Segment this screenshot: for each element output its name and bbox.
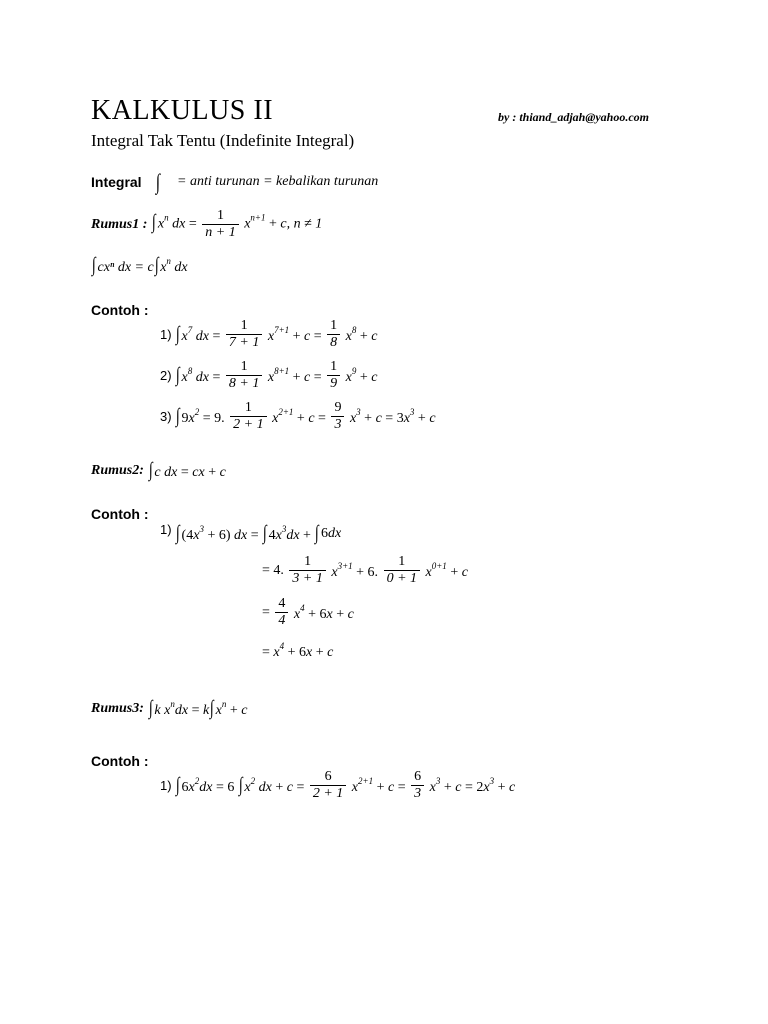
rumus3-label: Rumus3: <box>91 700 144 716</box>
example-1-3: 3) ∫ $9x^2 = 9$. $\frac{1}{2 + 1}$ $x^{2+1} + c$ = $\frac{9}{3}$ $x^3 + c = 3x^3 + c$ <box>160 400 436 432</box>
example-2-line-1: 1) ∫ $(4x^3 + 6)$ dx = ∫ $4x^3dx$ + ∫ 6dx <box>160 522 342 544</box>
rumus1-label: Rumus1 : <box>91 216 148 232</box>
page-title: KALKULUS II <box>91 95 274 126</box>
rumus1-constant-rule: ∫ cxⁿ dx = c∫ $x^n$ dx <box>91 254 188 276</box>
rumus3-row: Rumus3: ∫ k $x^ndx = k\int$ $x^n + c$ <box>91 697 248 719</box>
integral-label: Integral <box>91 174 142 190</box>
contoh-label-3: Contoh : <box>91 753 149 769</box>
rumus2-label: Rumus2: <box>91 462 144 478</box>
example-3-1: 1) ∫ $6x^2dx = 6$ ∫ $x^2$ dx + c = $\frac{6}{2 + 1}$ $x^{2+1} + c$ = $\frac{6}{3}$ $x^3 + c = 2x^3 + c$ <box>160 769 516 801</box>
example-2-line-4: = $x^4 + 6x + c$ <box>262 641 334 660</box>
author-byline: by : thiand_adjah@yahoo.com <box>498 110 649 124</box>
rumus1-fraction: $\frac{1}{n + 1}$ <box>202 208 238 241</box>
example-2-line-3: = $\frac{4}{4}$ $x^4 + 6x + c$ <box>262 596 354 628</box>
example-1-2: 2) ∫ $x^8$ dx = $\frac{1}{8 + 1}$ $x^{8+1} + c$ = $\frac{1}{9}$ $x^9 + c$ <box>160 359 378 391</box>
example-2-line-2: = 4. $\frac{1}{3 + 1}$ $x^{3+1} + 6$. $\frac{1}{0 + 1}$ $x^{0+1} + c$ <box>262 554 468 586</box>
integral-definition: = anti turunan = kebalikan turunan <box>177 174 379 189</box>
rumus1-row <box>91 208 322 241</box>
contoh-label-2: Contoh : <box>91 506 149 522</box>
example-1-1: 1) ∫ $x^7$ dx = $\frac{1}{7 + 1}$ $x^{7+1} + c$ = $\frac{1}{8}$ $x^8 + c$ <box>160 318 378 350</box>
contoh-label-1: Contoh : <box>91 302 149 318</box>
rumus2-row: Rumus2: ∫ c dx = cx + c <box>91 459 226 481</box>
integral-symbol-icon: ∫ <box>155 169 161 194</box>
page-subtitle: Integral Tak Tentu (Indefinite Integral) <box>91 131 355 150</box>
rumus1-formula: ∫ $x^n$ dx = $\frac{1}{n + 1}$ $x^{n+1} + c$, n ≠ 1 <box>152 208 323 240</box>
